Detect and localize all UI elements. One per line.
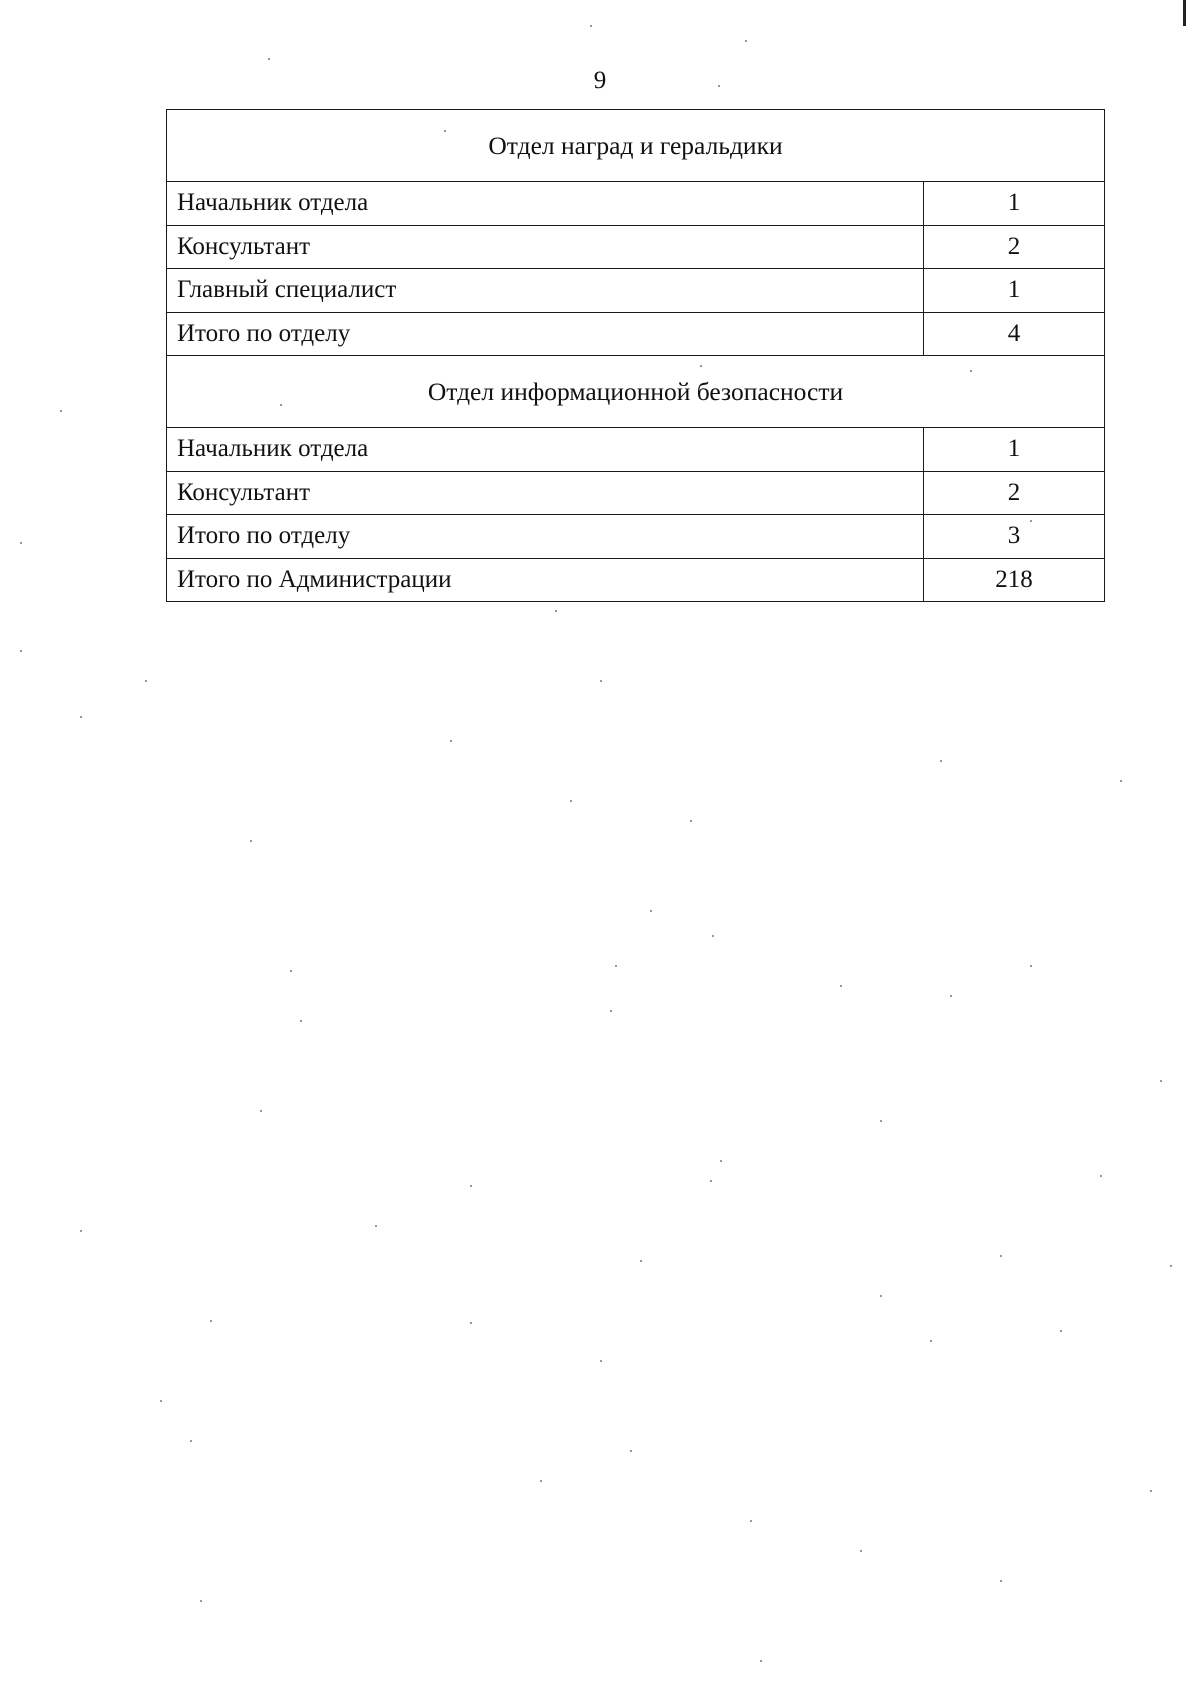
- scan-speck: [600, 1360, 602, 1362]
- scan-speck: [750, 1520, 752, 1522]
- scan-speck: [1160, 1080, 1162, 1082]
- scan-speck: [20, 542, 22, 544]
- scan-speck: [880, 1295, 882, 1297]
- scan-speck: [610, 1010, 612, 1012]
- scan-speck: [590, 25, 592, 27]
- scan-speck: [640, 1260, 642, 1262]
- section-total-label: Итого по отделу: [167, 312, 924, 356]
- scan-speck: [20, 650, 22, 652]
- scan-speck: [268, 58, 270, 60]
- scan-speck: [710, 1180, 712, 1182]
- scan-speck: [145, 680, 147, 682]
- grand-total-label: Итого по Администрации: [167, 558, 924, 602]
- table-row: [167, 471, 1105, 515]
- section-header-row: [167, 356, 1105, 428]
- scan-speck: [1030, 965, 1032, 967]
- scan-speck: [450, 740, 452, 742]
- scan-speck: [700, 365, 702, 367]
- scan-speck: [300, 1020, 302, 1022]
- scan-speck: [940, 760, 942, 762]
- scan-speck: [650, 910, 652, 912]
- table-row: [167, 225, 1105, 269]
- section-total-row: [167, 312, 1105, 356]
- scan-speck: [280, 404, 282, 406]
- section-total-row: [167, 515, 1105, 559]
- table-row: [167, 428, 1105, 472]
- position-name: Главный специалист: [167, 269, 924, 313]
- position-name: Консультант: [167, 225, 924, 269]
- scan-speck: [1060, 1330, 1062, 1332]
- position-name: Начальник отдела: [167, 182, 924, 226]
- position-count: 1: [924, 182, 1105, 226]
- scan-speck: [555, 610, 557, 612]
- scan-speck: [540, 1480, 542, 1482]
- scan-speck: [470, 1185, 472, 1187]
- scan-speck: [1000, 1580, 1002, 1582]
- scan-speck: [1120, 780, 1122, 782]
- scan-speck: [760, 1660, 762, 1662]
- scan-speck: [930, 1340, 932, 1342]
- section-total-count: 3: [924, 515, 1105, 559]
- position-count: 2: [924, 225, 1105, 269]
- scan-speck: [600, 680, 602, 682]
- scan-speck: [950, 995, 952, 997]
- scan-speck: [860, 1550, 862, 1552]
- position-count: 2: [924, 471, 1105, 515]
- grand-total-count: 218: [924, 558, 1105, 602]
- scan-edge-mark: [1183, 0, 1186, 26]
- position-name: Консультант: [167, 471, 924, 515]
- grand-total-row: [167, 558, 1105, 602]
- scan-speck: [970, 370, 972, 372]
- scan-speck: [720, 1160, 722, 1162]
- scan-speck: [1150, 1490, 1152, 1492]
- scan-speck: [190, 1440, 192, 1442]
- scan-speck: [712, 935, 714, 937]
- staffing-table: [166, 109, 1105, 602]
- scan-speck: [80, 716, 82, 718]
- position-count: 1: [924, 428, 1105, 472]
- scan-speck: [1030, 520, 1032, 522]
- section-header-row: [167, 110, 1105, 182]
- scan-speck: [718, 85, 720, 87]
- scan-speck: [444, 130, 446, 132]
- scan-speck: [1170, 1265, 1172, 1267]
- scan-speck: [470, 1322, 472, 1324]
- section-title: Отдел наград и геральдики: [167, 110, 1105, 182]
- scan-speck: [210, 1320, 212, 1322]
- scan-speck: [1100, 1175, 1102, 1177]
- scan-speck: [250, 840, 252, 842]
- section-total-count: 4: [924, 312, 1105, 356]
- scan-speck: [290, 970, 292, 972]
- section-total-label: Итого по отделу: [167, 515, 924, 559]
- table-row: [167, 269, 1105, 313]
- scan-speck: [260, 1110, 262, 1112]
- scan-speck: [630, 1450, 632, 1452]
- scan-speck: [690, 820, 692, 822]
- scan-speck: [60, 410, 62, 412]
- page-number: 9: [593, 67, 607, 94]
- scan-speck: [200, 1600, 202, 1602]
- section-title: Отдел информационной безопасности: [167, 356, 1105, 428]
- scan-speck: [880, 1120, 882, 1122]
- scan-speck: [80, 1230, 82, 1232]
- position-name: Начальник отдела: [167, 428, 924, 472]
- position-count: 1: [924, 269, 1105, 313]
- table-row: [167, 182, 1105, 226]
- scan-speck: [375, 1225, 377, 1227]
- scan-speck: [615, 965, 617, 967]
- scan-speck: [745, 40, 747, 42]
- scan-speck: [160, 1400, 162, 1402]
- scan-speck: [570, 800, 572, 802]
- scan-speck: [840, 985, 842, 987]
- scan-speck: [1000, 1255, 1002, 1257]
